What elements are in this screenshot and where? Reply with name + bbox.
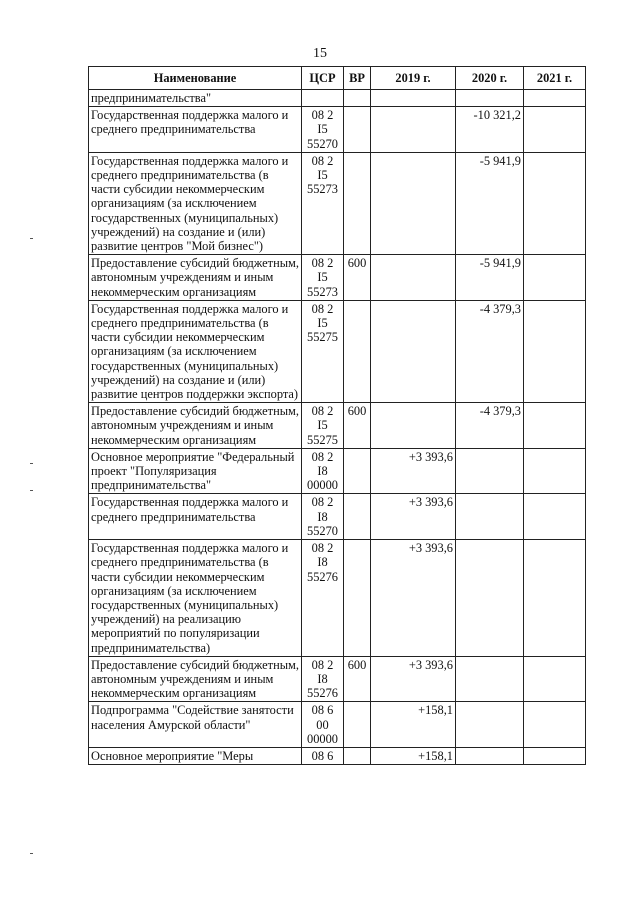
- cell-name: предпринимательства": [89, 90, 302, 107]
- cell-csr: 08 6: [302, 747, 344, 764]
- cell-name: Государственная поддержка малого и среднего предпринимательства (в части субсидии некоммерческим организациям (за исключением государственных (муниципальных) учреждений) на создание и (или) развитие центров поддержки экспорта): [89, 300, 302, 402]
- table-row: [89, 747, 586, 764]
- cell-vr: [344, 494, 371, 540]
- cell-vr: 600: [344, 255, 371, 301]
- cell-y2019: [371, 90, 456, 107]
- cell-y2021: [524, 702, 586, 748]
- header-vr: ВР: [344, 67, 371, 90]
- margin-dot: [30, 463, 33, 464]
- header-2020: 2020 г.: [456, 67, 524, 90]
- cell-csr: 08 2 I8 55276: [302, 656, 344, 702]
- cell-y2019: +3 393,6: [371, 494, 456, 540]
- cell-y2020: -4 379,3: [456, 403, 524, 449]
- cell-y2020: [456, 90, 524, 107]
- cell-name: Основное мероприятие "Меры: [89, 747, 302, 764]
- table-row: [89, 300, 586, 402]
- cell-y2020: [456, 702, 524, 748]
- table-row: [89, 656, 586, 702]
- cell-y2019: [371, 152, 456, 254]
- cell-vr: [344, 702, 371, 748]
- header-2021: 2021 г.: [524, 67, 586, 90]
- cell-y2021: [524, 152, 586, 254]
- cell-y2020: [456, 448, 524, 494]
- cell-y2019: +3 393,6: [371, 448, 456, 494]
- cell-name: Государственная поддержка малого и среднего предпринимательства: [89, 107, 302, 153]
- cell-y2019: [371, 300, 456, 402]
- cell-y2021: [524, 448, 586, 494]
- cell-csr: [302, 90, 344, 107]
- cell-csr: 08 2 I8 00000: [302, 448, 344, 494]
- cell-y2020: -10 321,2: [456, 107, 524, 153]
- cell-vr: 600: [344, 403, 371, 449]
- table-row: [89, 152, 586, 254]
- cell-name: Предоставление субсидий бюджетным, автономным учреждениям и иным некоммерческим организациям: [89, 255, 302, 301]
- cell-y2020: -5 941,9: [456, 152, 524, 254]
- margin-dot: [30, 853, 33, 854]
- cell-csr: 08 2 I5 55275: [302, 403, 344, 449]
- cell-y2021: [524, 90, 586, 107]
- table-row: [89, 494, 586, 540]
- table-row: [89, 540, 586, 657]
- cell-y2020: -5 941,9: [456, 255, 524, 301]
- cell-y2021: [524, 747, 586, 764]
- cell-name: Государственная поддержка малого и среднего предпринимательства (в части субсидии некоммерческим организациям (за исключением государственных (муниципальных) учреждений) на создание и (или) развитие центров "Мой бизнес"): [89, 152, 302, 254]
- table-row: [89, 403, 586, 449]
- table-row: [89, 702, 586, 748]
- cell-y2021: [524, 300, 586, 402]
- table-row: [89, 107, 586, 153]
- cell-name: Государственная поддержка малого и среднего предпринимательства: [89, 494, 302, 540]
- margin-dot: [30, 490, 33, 491]
- header-2019: 2019 г.: [371, 67, 456, 90]
- cell-y2021: [524, 255, 586, 301]
- table-row: [89, 255, 586, 301]
- table-header-row: [89, 67, 586, 90]
- cell-csr: 08 2 I5 55270: [302, 107, 344, 153]
- cell-y2021: [524, 494, 586, 540]
- cell-name: Основное мероприятие "Федеральный проект "Популяризация предпринимательства": [89, 448, 302, 494]
- cell-y2019: +158,1: [371, 702, 456, 748]
- cell-y2021: [524, 540, 586, 657]
- cell-y2021: [524, 656, 586, 702]
- cell-y2019: +3 393,6: [371, 540, 456, 657]
- budget-table: [88, 66, 586, 765]
- header-name: Наименование: [89, 67, 302, 90]
- cell-csr: 08 2 I8 55270: [302, 494, 344, 540]
- cell-vr: [344, 107, 371, 153]
- cell-csr: 08 2 I8 55276: [302, 540, 344, 657]
- cell-y2021: [524, 107, 586, 153]
- cell-y2020: -4 379,3: [456, 300, 524, 402]
- cell-csr: 08 2 I5 55275: [302, 300, 344, 402]
- cell-csr: 08 6 00 00000: [302, 702, 344, 748]
- table-row: [89, 90, 586, 107]
- cell-vr: [344, 152, 371, 254]
- cell-vr: [344, 90, 371, 107]
- cell-y2020: [456, 540, 524, 657]
- cell-name: Предоставление субсидий бюджетным, автономным учреждениям и иным некоммерческим организациям: [89, 403, 302, 449]
- cell-csr: 08 2 I5 55273: [302, 152, 344, 254]
- cell-y2020: [456, 494, 524, 540]
- cell-vr: 600: [344, 656, 371, 702]
- cell-y2019: [371, 107, 456, 153]
- cell-name: Подпрограмма "Содействие занятости населения Амурской области": [89, 702, 302, 748]
- page-number: 15: [313, 46, 327, 61]
- cell-vr: [344, 747, 371, 764]
- cell-vr: [344, 448, 371, 494]
- cell-y2020: [456, 656, 524, 702]
- cell-csr: 08 2 I5 55273: [302, 255, 344, 301]
- cell-name: Предоставление субсидий бюджетным, автономным учреждениям и иным некоммерческим организациям: [89, 656, 302, 702]
- cell-y2021: [524, 403, 586, 449]
- table-row: [89, 448, 586, 494]
- cell-name: Государственная поддержка малого и среднего предпринимательства (в части субсидии некоммерческим организациям (за исключением государственных (муниципальных) учреждений) на реализацию мероприятий по популяризации предпринимательства): [89, 540, 302, 657]
- cell-vr: [344, 540, 371, 657]
- header-csr: ЦСР: [302, 67, 344, 90]
- margin-dot: [30, 238, 33, 239]
- cell-y2019: +3 393,6: [371, 656, 456, 702]
- cell-vr: [344, 300, 371, 402]
- cell-y2019: [371, 255, 456, 301]
- cell-y2020: [456, 747, 524, 764]
- cell-y2019: +158,1: [371, 747, 456, 764]
- cell-y2019: [371, 403, 456, 449]
